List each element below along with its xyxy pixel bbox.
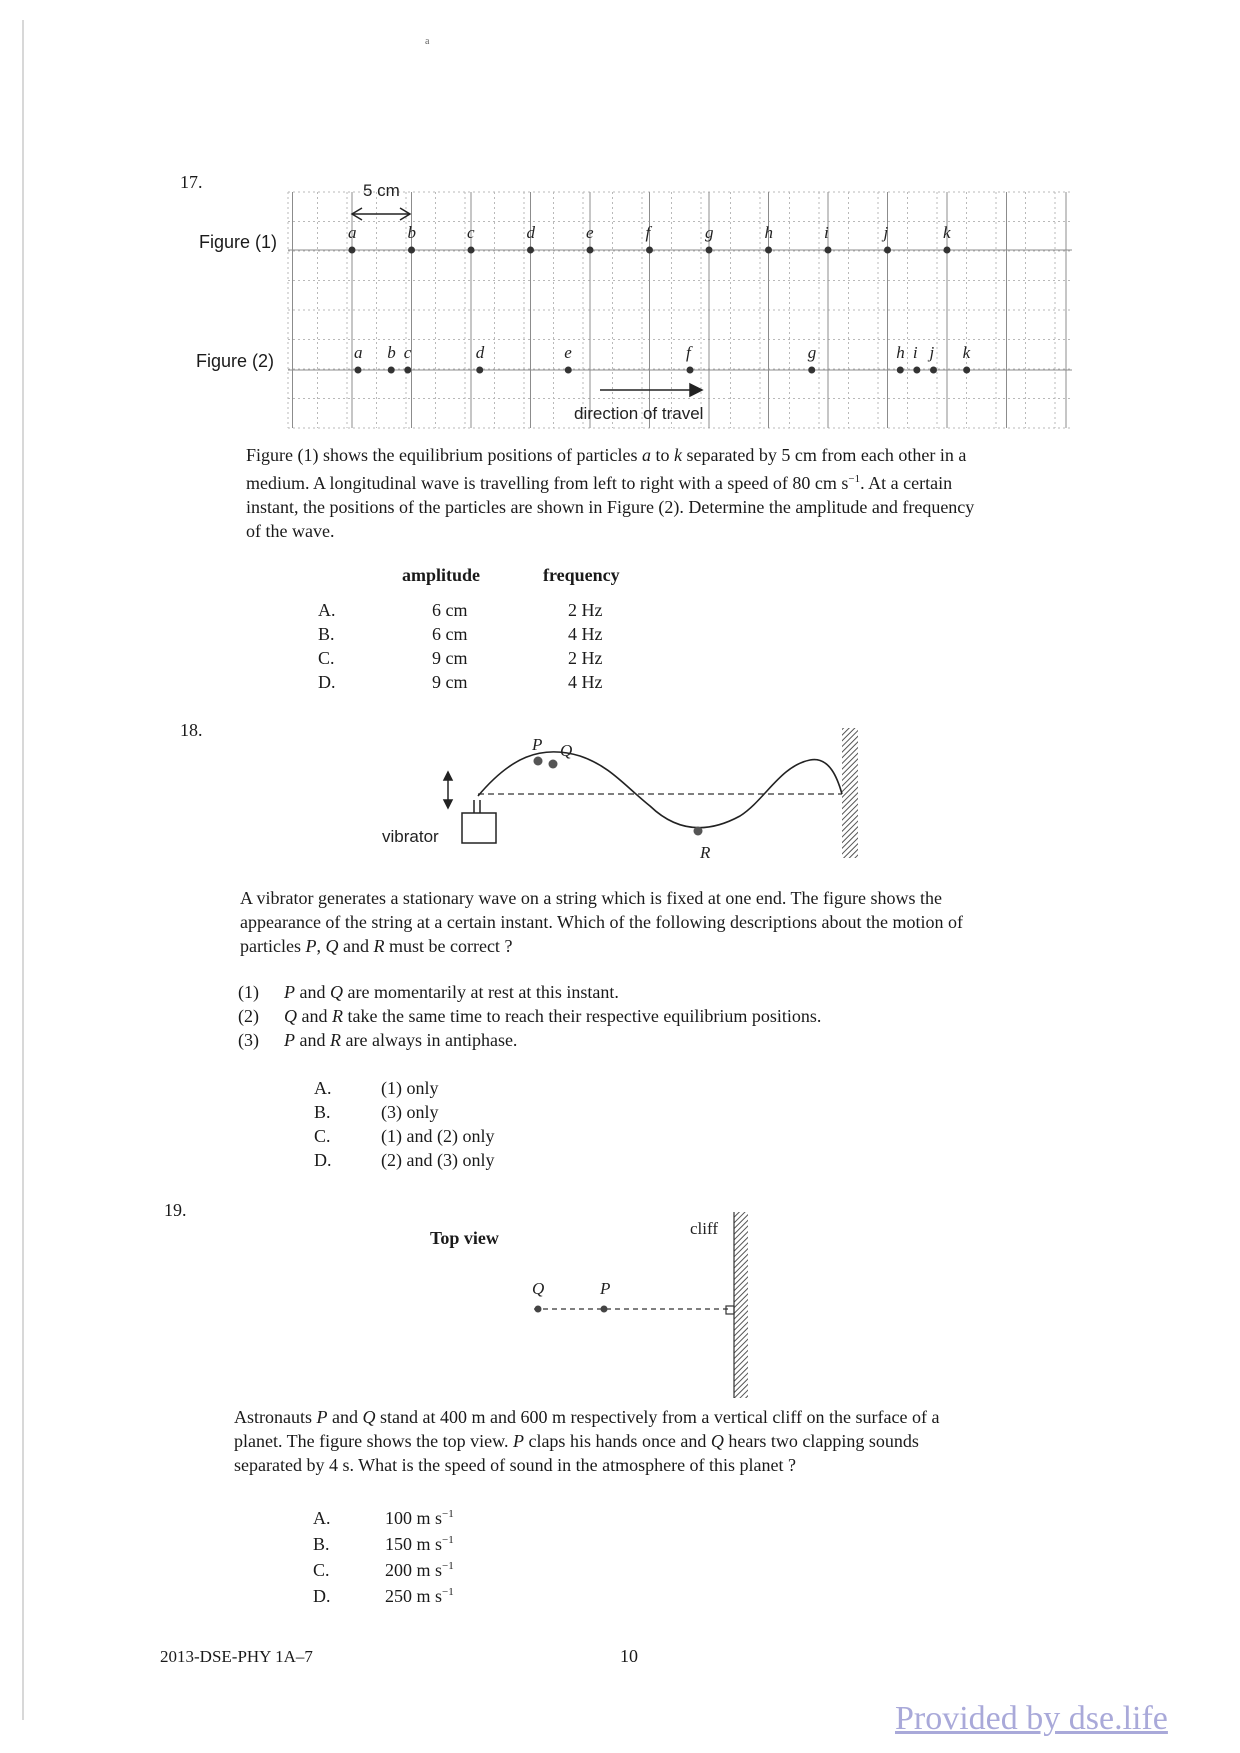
q17-col-amplitude-header: amplitude (402, 565, 481, 585)
q19-option-letter: A. (313, 1508, 331, 1528)
fig2-particle-a (355, 367, 362, 374)
q17-scale-label: 5 cm (363, 181, 400, 200)
q17-fig1-particles (348, 223, 951, 254)
q17-col-frequency-header: frequency (543, 565, 620, 585)
fig2-particle-label-g: g (807, 343, 817, 362)
label-p: P (532, 735, 543, 754)
watermark-link[interactable]: Provided by dse.life (895, 1700, 1168, 1737)
q19-question-text: Astronauts P and Q stand at 400 m and 600 m respectively from a vertical cliff on the surface of a planet. The figure shows the top view. P claps his hands once and Q hears two clapping sounds separated by 4 s. What is the speed of sound in the atmosphere of this planet ? (234, 1407, 940, 1475)
q17-option-amplitude: 6 cm (432, 600, 468, 620)
q18-option-text: (2) and (3) only (381, 1150, 495, 1170)
fig1-particle-label-k: k (943, 223, 951, 242)
particle-q (549, 760, 558, 769)
q17-option-amplitude: 9 cm (432, 648, 468, 668)
fig2-particle-b (388, 367, 395, 374)
question-19-number: 19. (164, 1200, 187, 1220)
fig2-particle-label-j: j (929, 343, 935, 362)
q18-statement: (3) P and R are always in antiphase. (238, 1030, 518, 1050)
q17-option-frequency: 4 Hz (568, 672, 603, 692)
fig2-particle-label-b: b (387, 343, 396, 362)
q19-top-view-label: Top view (430, 1228, 499, 1248)
q17-option-letter: A. (318, 600, 336, 620)
q17-option-amplitude: 9 cm (432, 672, 468, 692)
q17-figure (280, 178, 1080, 434)
q18-option-letter: B. (314, 1102, 331, 1122)
cliff-wall (734, 1212, 748, 1398)
q17-option-frequency: 2 Hz (568, 600, 603, 620)
q17-scale-arrow (352, 208, 410, 220)
q17-figure2-label: Figure (2) (196, 351, 275, 371)
label-r: R (700, 843, 711, 860)
q19-option-letter: D. (313, 1586, 331, 1606)
q18-option-text: (1) and (2) only (381, 1126, 495, 1146)
string-wave (478, 752, 842, 828)
fig1-particle-d (527, 247, 534, 254)
q17-option-frequency: 2 Hz (568, 648, 603, 668)
q18-option-text: (1) only (381, 1078, 439, 1098)
fig1-particle-i (825, 247, 832, 254)
q17-option-letter: D. (318, 672, 336, 692)
fig2-particle-e (565, 367, 572, 374)
q18-option-text: (3) only (381, 1102, 439, 1122)
fixed-wall (842, 728, 858, 858)
fig1-particle-label-h: h (764, 223, 773, 242)
vibrator-motion-arrow (444, 772, 452, 808)
fig1-particle-j (884, 247, 891, 254)
q19-option-letter: C. (313, 1560, 330, 1580)
fig1-particle-label-b: b (407, 223, 416, 242)
astronaut-p (601, 1306, 608, 1313)
q19-option-value: 250 m $s^{-1}$ (385, 1586, 454, 1606)
q18-option-letter: D. (314, 1150, 332, 1170)
astronaut-q (535, 1306, 542, 1313)
fig1-particle-g (706, 247, 713, 254)
fig1-particle-label-a: a (348, 223, 357, 242)
vibrator-box (462, 813, 496, 843)
fig2-particle-c (404, 367, 411, 374)
q17-direction-label: direction of travel (574, 404, 704, 423)
fig1-particle-f (646, 247, 653, 254)
q17-grid (288, 192, 1072, 428)
q17-option-letter: B. (318, 624, 335, 644)
fig2-particle-k (963, 367, 970, 374)
q17-option-letter: C. (318, 648, 335, 668)
label-p-19: P (600, 1279, 611, 1298)
fig1-particle-label-i: i (824, 223, 829, 242)
fig2-particle-label-d: d (475, 343, 485, 362)
fig1-particle-label-j: j (883, 223, 889, 242)
page-number: 10 (620, 1646, 638, 1666)
fig1-particle-label-g: g (705, 223, 714, 242)
vibrator-label: vibrator (382, 827, 439, 846)
fig2-particle-label-e: e (564, 343, 572, 362)
q17-option-frequency: 4 Hz (568, 624, 603, 644)
fig1-particle-label-d: d (526, 223, 535, 242)
label-q-19: Q (532, 1279, 545, 1298)
scan-edge-mark (22, 20, 24, 1720)
q19-option-value: 150 m $s^{-1}$ (385, 1534, 454, 1554)
fig1-particle-a (349, 247, 356, 254)
fig1-particle-label-f: f (645, 223, 651, 242)
question-18-number: 18. (180, 720, 203, 740)
q19-figure (520, 1210, 760, 1410)
fig2-particle-label-k: k (962, 343, 971, 362)
q18-figure (370, 720, 870, 860)
q17-option-amplitude: 6 cm (432, 624, 468, 644)
q18-option-letter: C. (314, 1126, 331, 1146)
q19-option-value: 200 m $s^{-1}$ (385, 1560, 454, 1580)
particle-p (534, 757, 543, 766)
top-mark: a (425, 36, 430, 47)
q19-right-angle (726, 1306, 734, 1314)
fig2-particle-g (808, 367, 815, 374)
cliff-label: cliff (690, 1219, 719, 1238)
q17-question-text: Figure (1) shows the equilibrium positions of particles a to k separated by 5 cm from each other in a medium. A longitudinal wave is travelling from left to right with a speed of 80 cm $s^{-1}$. At a certain instant, the positions of the particles are shown in Figure (2). Determine the amplitude and frequency of the wave. (246, 445, 975, 541)
q19-option-value: 100 m $s^{-1}$ (385, 1508, 454, 1528)
q17-figure1-label: Figure (1) (199, 232, 278, 252)
fig2-particle-i (913, 367, 920, 374)
fig2-particle-h (897, 367, 904, 374)
fig2-particle-d (476, 367, 483, 374)
fig2-particle-label-a: a (354, 343, 363, 362)
fig1-particle-c (468, 247, 475, 254)
fig2-particle-label-i: i (912, 343, 918, 362)
fig1-particle-e (587, 247, 594, 254)
fig1-particle-label-c: c (467, 223, 475, 242)
q18-statement: (2) Q and R take the same time to reach their respective equilibrium positions. (238, 1006, 822, 1026)
fig2-particle-j (930, 367, 937, 374)
q18-question-text: A vibrator generates a stationary wave on a string which is fixed at one end. The figure shows the appearance of the string at a certain instant. Which of the following descriptions about the motion of particles P, Q and R must be correct ? (240, 888, 963, 956)
footer-code: 2013-DSE-PHY 1A–7 (160, 1647, 313, 1666)
particle-r (694, 827, 703, 836)
q19-option-letter: B. (313, 1534, 330, 1554)
q18-statement: (1) P and Q are momentarily at rest at this instant. (238, 982, 619, 1002)
fig1-particle-b (408, 247, 415, 254)
label-q: Q (560, 741, 573, 760)
fig1-particle-h (765, 247, 772, 254)
fig1-particle-k (944, 247, 951, 254)
q17-direction-arrow (600, 384, 702, 396)
fig1-particle-label-e: e (586, 223, 594, 242)
fig2-particle-label-c: c (403, 343, 412, 362)
q18-option-letter: A. (314, 1078, 332, 1098)
fig2-particle-label-f: f (686, 343, 691, 362)
fig2-particle-f (687, 367, 694, 374)
fig2-particle-label-h: h (896, 343, 905, 362)
question-17-number: 17. (180, 172, 203, 192)
